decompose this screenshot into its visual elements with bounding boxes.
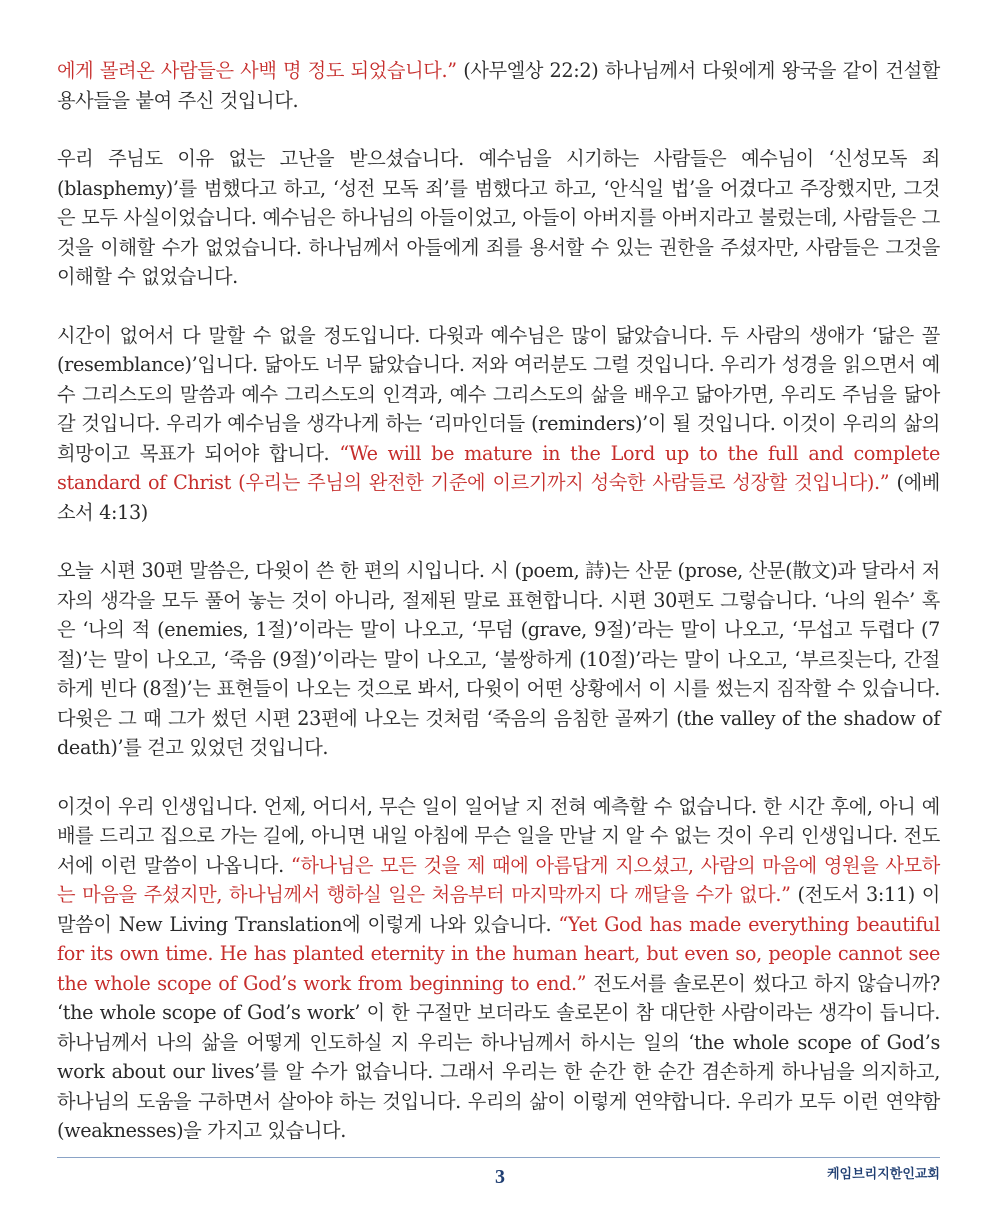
body-text: 우리 주님도 이유 없는 고난을 받으셨습니다. 예수님을 시기하는 사람들은 예수님이 ‘신성모독 죄 (blasphemy)’를 범했다고 하고, ‘성전 모독 죄’를 범했다고 하고, ‘안식일 법’을 어겼다고 주장했지만, 그것은 모두 사실이었습니다. 예수님은 하나님의 아들이었고, 아들이 아버지를 아버지라고 불렀는데, 사람들은 그것을 이해할 수가 없었습니다. 하나님께서 아들에게 죄를 용서할 수 있는 권한을 주셨자만, 사람들은 그것을 이해할 수 없었습니다. xyxy=(57,147,940,288)
body-text: (전도서 3:11) 이 말씀이 New Living Translation에 이렇게 나와 있습니다. xyxy=(57,883,940,936)
document-body xyxy=(57,56,940,1175)
scripture-reference: (에베소서 4:13) xyxy=(57,471,940,524)
body-text: 시간이 없어서 다 말할 수 없을 정도입니다. 다윗과 예수님은 많이 닮았습니다. 두 사람의 생애가 ‘닮은 꼴 (resemblance)’입니다. 닮아도 너무 닮았습니다. 저와 여러분도 그럴 것입니다. 우리가 성경을 읽으면서 예수 그리스도의 말씀과 예수 그리스도의 인격과, 예수 그리스도의 삶을 배우고 닮아가면, 우리도 주님을 닮아갈 것입니다. 우리가 예수님을 생각나게 하는 ‘리마인더들 (reminders)’이 될 것입니다. 이것이 우리의 삶의 희망이고 목표가 되어야 합니다. xyxy=(57,323,940,465)
footer-divider xyxy=(57,1157,940,1158)
body-text: 오늘 시편 30편 말씀은, 다윗이 쓴 한 편의 시입니다. 시 (poem, 詩)는 산문 (prose, 산문(散文)과 달라서 저자의 생각을 모두 풀어 놓는 것이 아니라, 절제된 말로 표현합니다. 시편 30편도 그렇습니다. ‘나의 원수’ 혹은 ‘나의 적 (enemies, 1절)’이라는 말이 나오고, ‘무덤 (grave, 9절)’라는 말이 나오고, ‘무섭고 두렵다 (7절)’는 말이 나오고, ‘죽음 (9절)’이라는 말이 나오고, ‘불쌍하게 (10절)’라는 말이 나오고, ‘부르짖는다, 간절하게 빈다 (8절)’는 표현들이 나오는 것으로 봐서, 다윗이 어떤 상황에서 이 시를 썼는지 짐작할 수 있습니다. 다윗은 그 때 그가 썼던 시편 23편에 나오는 것처럼 ‘죽음의 음침한 골짜기 (the valley of the shadow of death)’를 걷고 있었던 것입니다. xyxy=(57,559,940,759)
church-name: 케임브리지한인교회 xyxy=(826,1167,940,1182)
body-text: (사무엘상 22:2) 하나님께서 다윗에게 왕국을 같이 건설할 용사들을 붙여 주신 것입니다. xyxy=(57,59,940,112)
page-number: 3 xyxy=(495,1166,505,1188)
paragraph-3 xyxy=(57,321,940,528)
scripture-quote: “하나님은 모든 것을 제 때에 아름답게 지으셨고, 사람의 마음에 영원을 사모하는 마음을 주셨지만, 하나님께서 행하실 일은 처음부터 마지막까지 다 깨달을 수가 없다.” xyxy=(57,853,940,906)
paragraph-5 xyxy=(57,792,940,1146)
scripture-quote-english: “Yet God has made everything beautiful for its own time. He has planted eternity in the human heart, but even so, people cannot see the whole scope of God’s work from beginning to end.” xyxy=(57,912,940,995)
paragraph-2 xyxy=(57,144,940,292)
body-text: 전도서를 솔로몬이 썼다고 하지 않습니까? ‘the whole scope of God’s work’ 이 한 구절만 보더라도 솔로몬이 참 대단한 사람이라는 생각이 듭니다. 하나님께서 나의 삶을 어떻게 인도하실 지 우리는 하나님께서 하시는 일의 ‘the whole scope of God’s work about our lives’를 알 수가 없습니다. 그래서 우리는 한 순간 한 순간 겸손하게 하나님을 의지하고, 하나님의 도움을 구하면서 살아야 하는 것입니다. 우리의 삶이 이렇게 연약합니다. 우리가 모두 이런 연약함 (weaknesses)을 가지고 있습니다. xyxy=(57,971,940,1142)
paragraph-4 xyxy=(57,556,940,763)
paragraph-1 xyxy=(57,56,940,115)
scripture-quote: 에게 몰려온 사람들은 사백 명 정도 되었습니다.” xyxy=(57,59,464,82)
scripture-quote: “We will be mature in the Lord up to the full and complete standard of Christ (우리는 주님의 완전한 기준에 이르기까지 성숙한 사람들로 성장할 것입니다).” xyxy=(57,441,940,494)
body-text: 이것이 우리 인생입니다. 언제, 어디서, 무슨 일이 일어날 지 전혀 예측할 수 없습니다. 한 시간 후에, 아니 예배를 드리고 집으로 가는 길에, 아니면 내일 아침에 무슨 일을 만날 지 알 수 없는 것이 우리 인생입니다. 전도서에 이런 말씀이 나옵니다. xyxy=(57,794,940,877)
